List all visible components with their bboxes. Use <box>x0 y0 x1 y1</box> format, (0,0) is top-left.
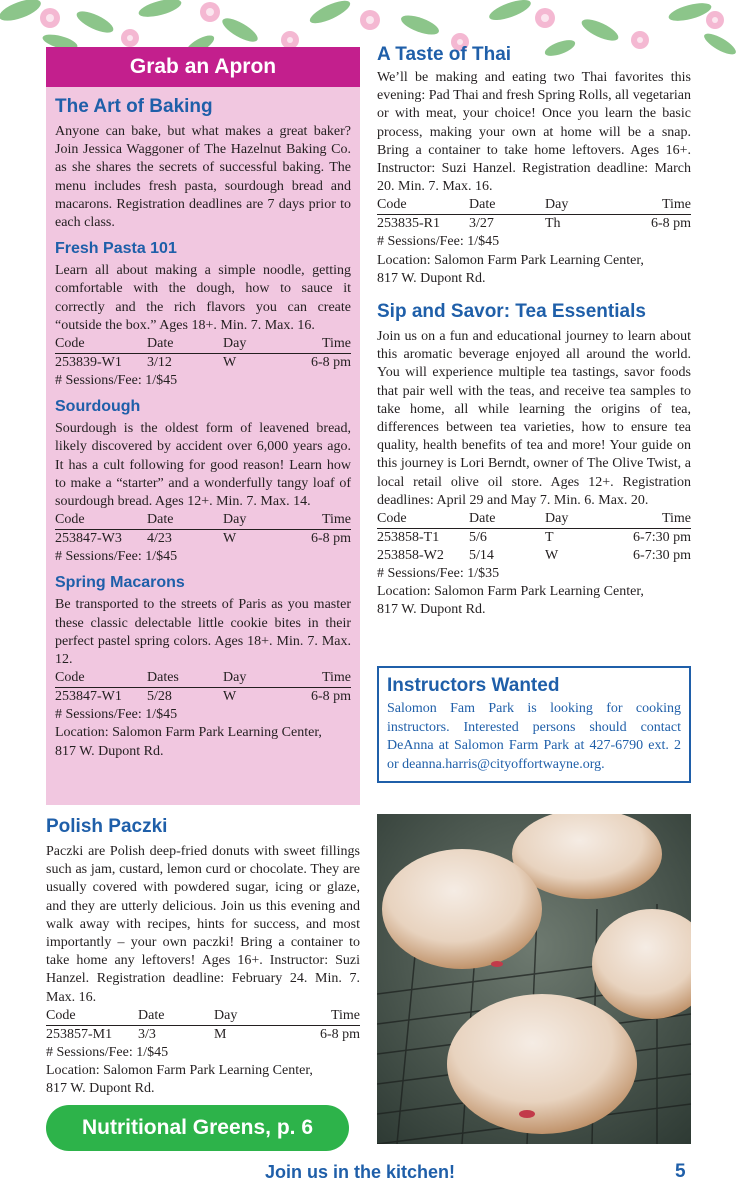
cell-day: W <box>223 355 237 371</box>
cell-date: 3/3 <box>138 1026 156 1042</box>
macarons-fee: # Sessions/Fee: 1/$45 <box>55 707 178 723</box>
col-code: Code <box>377 197 407 213</box>
paczki-location-line1: Location: Salomon Farm Park Learning Center, <box>46 1063 313 1079</box>
cell-day: W <box>223 531 237 547</box>
paczki-title: Polish Paczki <box>46 816 168 837</box>
cell-date: 3/27 <box>469 216 494 232</box>
fresh-pasta-fee: # Sessions/Fee: 1/$45 <box>55 373 178 389</box>
col-date: Date <box>147 336 174 352</box>
fresh-pasta-title: Fresh Pasta 101 <box>55 240 177 258</box>
tea-title: Sip and Savor: Tea Essentials <box>377 301 646 323</box>
cell-date: 5/28 <box>147 689 172 705</box>
col-code: Code <box>55 512 85 528</box>
thai-body: We’ll be making and eating two Thai favorites this evening: Pad Thai and fresh Spring Rolls, all vegetarian or with meat, your choice! Once you learn the basic process, making your own at home will be a snap. Bring a container to take home leftovers. Ages 16+. Instructor: Suzi Hanzel. Registration deadline: March 20. Min. 7. Max. 16. <box>377 70 691 195</box>
baking-series-box <box>46 87 360 805</box>
cell-code: 253858-T1 <box>377 530 440 546</box>
instructors-wanted-box <box>377 666 691 783</box>
cell-day: Th <box>545 216 561 232</box>
col-time: Time <box>321 336 351 352</box>
cell-date: 4/23 <box>147 531 172 547</box>
tea-location-line2: 817 W. Dupont Rd. <box>377 602 486 618</box>
cell-code: 253839-W1 <box>55 355 122 371</box>
macarons-title: Spring Macarons <box>55 574 185 592</box>
cell-time: 6-8 pm <box>319 1026 360 1042</box>
col-day: Day <box>223 670 247 686</box>
cell-code: 253835-R1 <box>377 216 440 232</box>
paczki-fee: # Sessions/Fee: 1/$45 <box>46 1044 169 1060</box>
cell-code: 253858-W2 <box>377 548 444 564</box>
col-time: Time <box>661 197 691 213</box>
paczki-body: Paczki are Polish deep-fried donuts with sweet fillings such as jam, custard, lemon curd or chocolate. They are usually covered with powdered sugar, icing or glaze, and they are utterly delicious. Join us this evening and walk away with recipes, hints for success, and most importantly – your own paczki! Bring a container to take home any leftovers! Ages 16+. Instructor: Suzi Hanzel. Registration deadline: February 24. Min. 7. Max. 16. <box>46 844 360 1005</box>
thai-location-line1: Location: Salomon Farm Park Learning Center, <box>377 252 644 268</box>
cell-code: 253847-W1 <box>55 689 122 705</box>
cell-day: M <box>214 1026 227 1042</box>
tea-body: Join us on a fun and educational journey to learn about this aromatic beverage enjoyed all around the world. You will experience multiple tea tastings, savor foods that pair well with the teas, and receive tea samples to take home, all while learning the origins of tea, differences between tea varieties, how to ensure tea quality, health benefits of tea and more! Your guide on this journey is Lori Berndt, owner of The Olive Twist, a local retail olive oil store. Ages 12+. Registration deadlines: April 29 and May 7. Min. 6. Max. 20. <box>377 329 691 508</box>
paczki-location-line2: 817 W. Dupont Rd. <box>46 1081 155 1097</box>
macarons-table-header <box>55 669 351 688</box>
col-time: Time <box>661 511 691 527</box>
art-of-baking-title: The Art of Baking <box>55 96 213 117</box>
table-row <box>55 688 351 706</box>
cell-day: T <box>545 530 554 546</box>
table-row <box>377 547 691 565</box>
cell-day: W <box>223 689 237 705</box>
banner-label: Grab an Apron <box>129 55 277 78</box>
section-banner <box>46 47 360 87</box>
fresh-pasta-table-header <box>55 335 351 354</box>
cell-date: 5/14 <box>469 548 494 564</box>
thai-table-header <box>377 196 691 215</box>
col-date: Date <box>469 197 496 213</box>
nutritional-greens-link[interactable] <box>46 1105 349 1151</box>
col-day: Day <box>223 336 247 352</box>
table-row <box>55 530 351 548</box>
table-row <box>377 215 691 233</box>
right-column <box>377 43 691 620</box>
cell-code: 253857-M1 <box>46 1026 113 1042</box>
tea-table-header <box>377 510 691 529</box>
col-time: Time <box>321 670 351 686</box>
cell-code: 253847-W3 <box>55 531 122 547</box>
col-date: Date <box>469 511 496 527</box>
cell-day: W <box>545 548 559 564</box>
table-row <box>46 1026 360 1044</box>
macarons-location-line1: Location: Salomon Farm Park Learning Center, <box>55 725 322 741</box>
sourdough-title: Sourdough <box>55 398 141 416</box>
sourdough-fee: # Sessions/Fee: 1/$45 <box>55 549 178 565</box>
cell-time: 6-8 pm <box>310 689 351 705</box>
thai-title: A Taste of Thai <box>377 44 512 65</box>
cell-time: 6-7:30 pm <box>633 530 691 546</box>
col-date: Date <box>147 512 174 528</box>
footer-tagline: Join us in the kitchen! <box>265 1162 456 1182</box>
paczki-table-header <box>46 1007 360 1026</box>
tea-fee: # Sessions/Fee: 1/$35 <box>377 566 500 582</box>
col-day: Day <box>214 1007 238 1023</box>
paczki-photo <box>377 814 691 1144</box>
col-code: Code <box>46 1007 76 1023</box>
col-code: Code <box>55 670 85 686</box>
col-day: Day <box>223 512 247 528</box>
col-day: Day <box>545 197 569 213</box>
thai-fee: # Sessions/Fee: 1/$45 <box>377 234 500 250</box>
instructors-body: Salomon Fam Park is looking for cooking instructors. Interested persons should contact DeAnna at Salomon Farm Park at 427-6790 ext. 2 or deanna.harris@cityoffortwayne.org. <box>387 701 681 772</box>
col-dates: Dates <box>147 670 179 686</box>
col-date: Date <box>138 1007 165 1023</box>
col-time: Time <box>321 512 351 528</box>
col-code: Code <box>55 336 85 352</box>
cell-date: 3/12 <box>147 355 172 371</box>
page-number: 5 <box>675 1161 686 1182</box>
table-row <box>377 529 691 547</box>
tea-location-line1: Location: Salomon Farm Park Learning Center, <box>377 584 644 600</box>
art-of-baking-body: Anyone can bake, but what makes a great baker? Join Jessica Waggoner of The Hazelnut Baking Co. as she shares the secrets of successful baking. The menu includes fresh pasta, sourdough bread and macarons. Registration deadlines are 7 days prior to each class. <box>55 124 351 231</box>
cell-time: 6-8 pm <box>310 355 351 371</box>
sourdough-table-header <box>55 511 351 530</box>
macarons-body: Be transported to the streets of Paris as you master these classic delectable little cookie bites in their perfect pastel spring colors. Ages 18+. Min. 7. Max. 12. <box>55 597 351 668</box>
fresh-pasta-body: Learn all about making a simple noodle, getting comfortable with the dough, how to sauce it correctly and the rich flavors you can create “outside the box.” Ages 18+. Min. 7. Max. 16. <box>55 263 351 333</box>
cell-time: 6-8 pm <box>310 531 351 547</box>
cell-time: 6-7:30 pm <box>633 548 691 564</box>
instructors-title: Instructors Wanted <box>387 675 560 696</box>
col-time: Time <box>330 1007 360 1023</box>
table-row <box>55 354 351 372</box>
thai-location-line2: 817 W. Dupont Rd. <box>377 270 486 286</box>
sourdough-body: Sourdough is the oldest form of leavened bread, likely discovered by accident over 6,000 years ago. It has a cult following for good reason! Learn how to make a “starter” and a wonderfully tangy loaf of sourdough bread. Ages 12+. Min. 7. Max. 14. <box>55 421 351 510</box>
nutritional-greens-label: Nutritional Greens, p. 6 <box>81 1116 314 1139</box>
macarons-location-line2: 817 W. Dupont Rd. <box>55 743 164 759</box>
cell-time: 6-8 pm <box>650 216 691 232</box>
col-day: Day <box>545 511 569 527</box>
polish-paczki-section <box>46 815 360 1098</box>
col-code: Code <box>377 511 407 527</box>
cell-date: 5/6 <box>469 530 487 546</box>
